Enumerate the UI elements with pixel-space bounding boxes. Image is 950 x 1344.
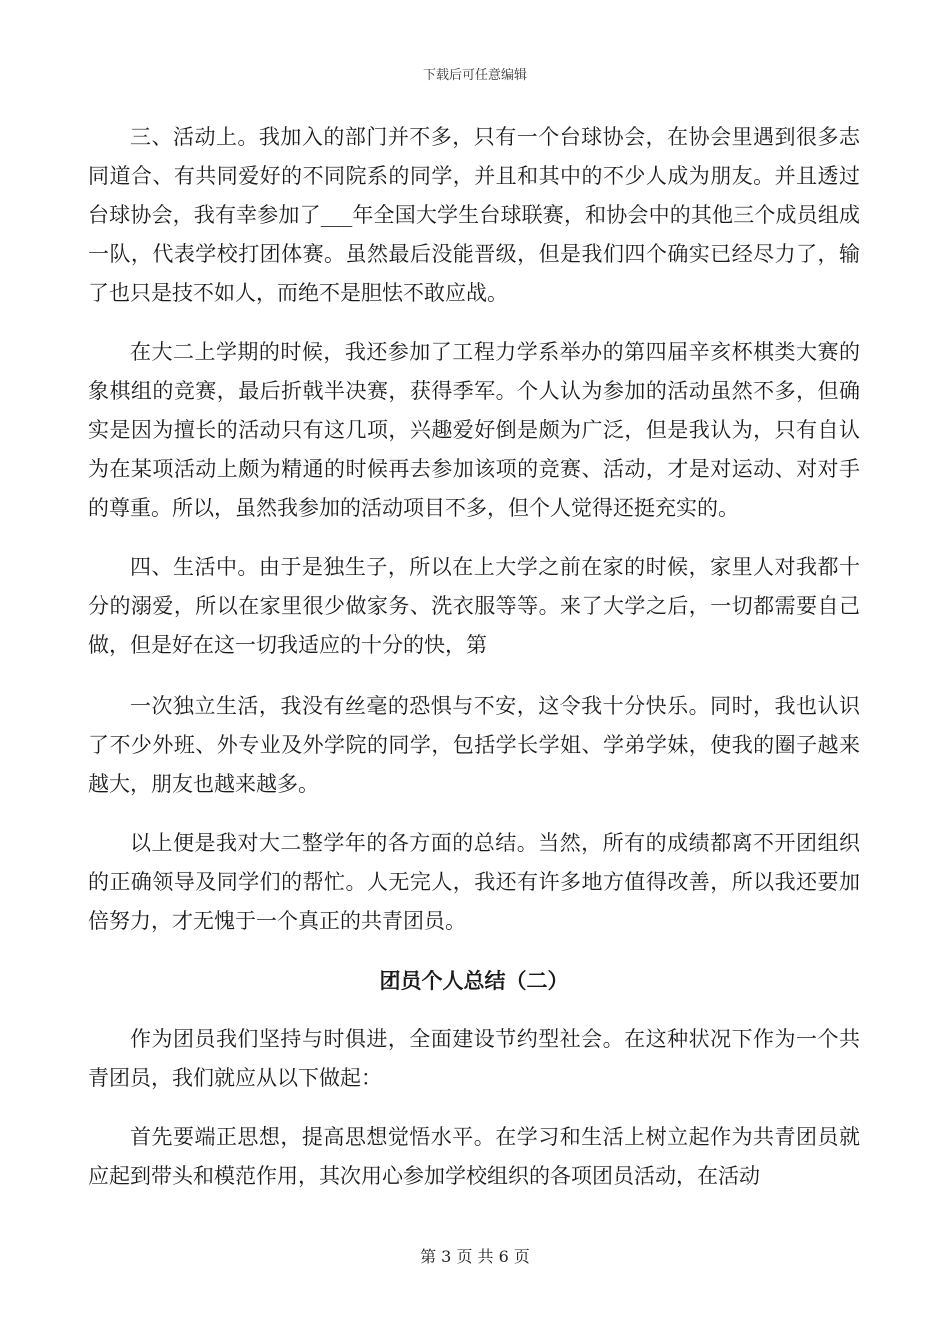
- header-note: 下载后可任意编辑: [422, 68, 527, 83]
- page-footer: 第 3 页 共 6 页: [420, 1247, 530, 1266]
- paragraph-intro: 作为团员我们坚持与时俱进，全面建设节约型社会。在这种状况下作为一个共青团员，我们就应从以下做起：: [88, 1027, 860, 1090]
- section-heading: 团员个人总结（二）: [379, 968, 569, 993]
- paragraph-first: 首先要端正思想，提高思想觉悟水平。在学习和生活上树立起作为共青团员就应起到带头和模范作用，其次用心参加学校组织的各项团员活动，在活动: [88, 1125, 860, 1188]
- document-body: [88, 118, 860, 1216]
- paragraph-chess: 在大二上学期的时候，我还参加了工程力学系举办的第四届辛亥杯棋类大赛的象棋组的竞赛，最后折戟半决赛，获得季军。个人认为参加的活动虽然不多，但确实是因为擅长的活动只有这几项，兴趣爱好倒是颇为广泛，但是我认为，只有自认为在某项活动上颇为精通的时候再去参加该项的竞赛、活动，才是对运动、对对手的尊重。所以，虽然我参加的活动项目不多，但个人觉得还挺充实的。: [88, 340, 860, 520]
- paragraph-life: 四、生活中。由于是独生子，所以在上大学之前在家的时候，家里人对我都十分的溺爱，所以在家里很少做家务、洗衣服等等。来了大学之后，一切都需要自己做，但是好在这一切我适应的十分的快，第: [88, 555, 860, 657]
- paragraph-independent: 一次独立生活，我没有丝毫的恐惧与不安，这令我十分快乐。同时，我也认识了不少外班、外专业及外学院的同学，包括学长学姐、学弟学妹，使我的圈子越来越大，朋友也越来越多。: [88, 694, 860, 796]
- paragraph-conclusion: 以上便是我对大二整学年的各方面的总结。当然，所有的成绩都离不开团组织的正确领导及同学们的帮忙。人无完人，我还有许多地方值得改善，所以我还要加倍努力，才无愧于一个真正的共青团员。: [88, 831, 860, 933]
- paragraph-activities: 三、活动上。我加入的部门并不多，只有一个台球协会，在协会里遇到很多志同道合、有共同爱好的不同院系的同学，并且和其中的不少人成为朋友。并且透过台球协会，我有幸参加了___年全国大学生台球联赛，和协会中的其他三个成员组成一队，代表学校打团体赛。虽然最后没能晋级，但是我们四个确实已经尽力了，输了也只是技不如人，而绝不是胆怯不敢应战。: [88, 125, 860, 305]
